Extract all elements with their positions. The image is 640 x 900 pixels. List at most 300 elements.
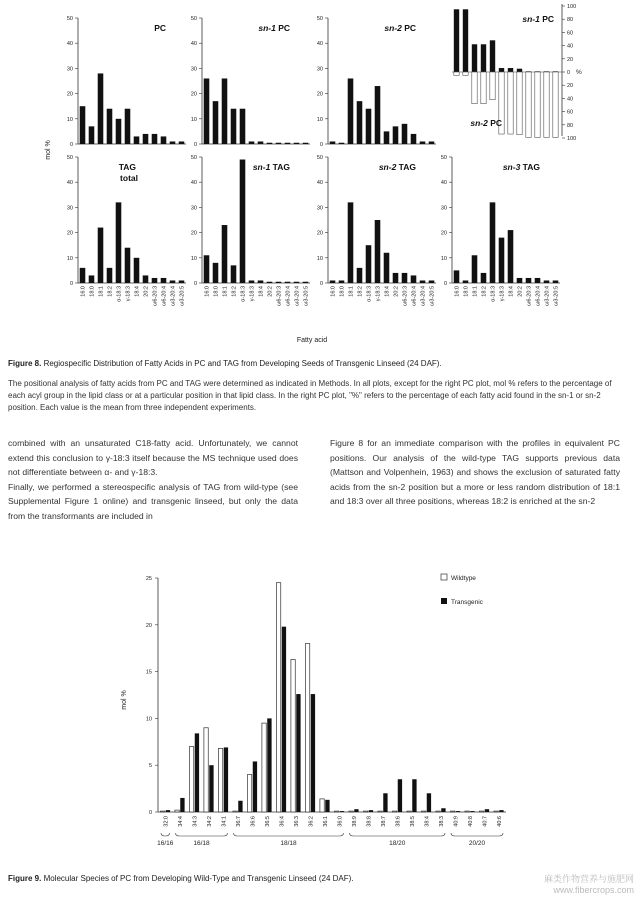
- bar: [125, 109, 131, 144]
- body-text-right: Figure 8 for an immediate comparison with the profiles in equivalent PC positions. Our analysis of the wild-type TAG supports previous data (Mattson and Volpenhein, 1963) and shows the exclusion of saturated fatty acids from the sn-2 position but a more or less random distribution of 18:1 and 18:3 over all three positions, whereas 18:2 is enriched at the sn-2: [330, 438, 620, 506]
- bar: [222, 225, 228, 283]
- group-label: 16/16: [157, 840, 174, 847]
- x-tick-label: α-18:3: [240, 286, 247, 302]
- bar-wildtype: [407, 811, 411, 812]
- y-tick-label: 40: [66, 41, 73, 48]
- y-tick-label: 10: [440, 255, 447, 262]
- x-tick-label: 38:6: [395, 816, 402, 827]
- x-tick-label: 36:1: [322, 816, 329, 827]
- y-tick-label: 50: [190, 16, 197, 22]
- bar: [143, 275, 149, 283]
- bar-sn1: [499, 68, 504, 72]
- watermark: 麻类作物营养与施肥网 www.fibercrops.com: [543, 874, 634, 895]
- bar-transgenic: [427, 793, 431, 812]
- bar: [170, 280, 176, 283]
- bar: [339, 280, 345, 283]
- bar: [258, 141, 264, 144]
- x-tick-label: 34:2: [206, 816, 213, 827]
- x-tick-label: 18:0: [213, 286, 220, 297]
- y-tick-label: 20: [190, 230, 197, 237]
- panel-title: sn-1 PC: [258, 23, 290, 33]
- y-unit-label: %: [576, 69, 582, 76]
- x-axis-title: Fatty acid: [296, 337, 328, 344]
- bar-sn2: [553, 72, 558, 137]
- bar: [179, 141, 185, 144]
- y-tick-label: 0: [193, 281, 197, 287]
- bar-wildtype: [305, 644, 309, 812]
- bar-wildtype: [421, 811, 425, 812]
- bar-wildtype: [204, 728, 208, 812]
- bar-wildtype: [465, 811, 469, 812]
- y-tick-label: 60: [567, 109, 574, 116]
- y-tick-label: 10: [145, 716, 152, 723]
- bar-transgenic: [441, 808, 445, 812]
- x-tick-label: γ-18:3: [375, 286, 382, 302]
- bar-transgenic: [485, 809, 489, 812]
- bar-transgenic: [238, 801, 242, 812]
- bar: [330, 280, 336, 283]
- bar: [303, 282, 309, 283]
- group-bracket: [451, 833, 503, 836]
- bar-sn2: [526, 72, 531, 137]
- y-tick-label: 40: [66, 180, 73, 187]
- bar-sn1: [508, 68, 513, 72]
- legend-swatch-wildtype: [441, 574, 447, 580]
- bar-sn2: [535, 72, 540, 137]
- bar: [402, 124, 408, 144]
- bar: [357, 101, 363, 144]
- x-tick-label: 34:3: [192, 816, 199, 827]
- y-tick-label: 0: [193, 142, 197, 148]
- bar: [258, 280, 264, 283]
- bar-sn2: [544, 72, 549, 137]
- bar: [348, 78, 354, 144]
- bar: [213, 263, 219, 283]
- bar: [152, 134, 158, 144]
- group-label: 18/20: [389, 840, 406, 847]
- x-tick-label: 38:9: [351, 816, 358, 827]
- figure-8-caption-title: Figure 8. Regiospecific Distribution of Fatty Acids in PC and TAG from Developing Seeds of Transgenic Linseed (24 DAF).: [8, 359, 442, 368]
- x-tick-label: 36:3: [293, 816, 300, 827]
- bar: [222, 78, 228, 144]
- bar: [116, 119, 122, 144]
- y-tick-label: 30: [316, 205, 323, 212]
- y-tick-label: 80: [567, 17, 574, 24]
- bar-transgenic: [253, 761, 257, 812]
- panel-title: TAG: [118, 162, 136, 172]
- bar: [402, 273, 408, 283]
- bar: [204, 78, 210, 144]
- bar-wildtype: [291, 659, 295, 812]
- x-tick-label: ω6-20:4: [161, 286, 168, 306]
- bar: [98, 73, 104, 144]
- group-bracket: [161, 833, 170, 836]
- bar-transgenic: [354, 809, 358, 812]
- x-tick-label: 18:2: [481, 286, 488, 297]
- legend-label-transgenic: Transgenic: [451, 599, 483, 606]
- figure-9: [0, 560, 640, 870]
- bar: [393, 273, 399, 283]
- x-tick-label: 18:2: [107, 286, 114, 297]
- x-tick-label: ω3-20:5: [429, 286, 436, 306]
- bar-wildtype: [479, 811, 483, 812]
- bar-sn1: [472, 44, 477, 72]
- bar: [526, 278, 532, 283]
- y-tick-label: 50: [316, 16, 323, 22]
- legend-swatch-transgenic: [441, 598, 447, 604]
- y-tick-label: 40: [567, 43, 574, 50]
- series-label-sn1: sn-1 PC: [522, 14, 554, 24]
- bar-wildtype: [276, 583, 280, 812]
- bar-wildtype: [334, 811, 338, 812]
- bar: [204, 255, 210, 283]
- group-label: 16/18: [193, 840, 210, 847]
- x-tick-label: α-18:3: [490, 286, 497, 302]
- x-tick-label: 36:7: [235, 816, 242, 827]
- bar: [490, 202, 496, 283]
- y-tick-label: 40: [316, 180, 323, 187]
- x-tick-label: 18:2: [231, 286, 238, 297]
- y-tick-label: 50: [190, 155, 197, 161]
- bar-wildtype: [494, 811, 498, 812]
- y-tick-label: 15: [145, 669, 152, 676]
- chart-figure-9: [121, 574, 506, 847]
- bar: [89, 126, 95, 144]
- bar: [330, 141, 336, 144]
- y-tick-label: 20: [567, 56, 574, 63]
- bar-transgenic: [369, 810, 373, 812]
- y-tick-label: 40: [316, 41, 323, 48]
- y-tick-label: 50: [66, 16, 73, 22]
- group-label: 20/20: [468, 840, 486, 847]
- y-axis-title: mol %: [121, 690, 128, 710]
- y-tick-label: 80: [567, 122, 574, 129]
- x-tick-label: 18:1: [472, 286, 479, 297]
- x-tick-label: 38:4: [424, 816, 431, 827]
- bar: [125, 248, 131, 283]
- panel-title: sn-3 TAG: [502, 162, 540, 172]
- bar-transgenic: [282, 627, 286, 812]
- bar: [161, 278, 167, 283]
- x-tick-label: 40:9: [453, 816, 460, 827]
- bar-transgenic: [311, 694, 315, 812]
- x-tick-label: α-18:3: [116, 286, 123, 302]
- bar: [420, 280, 426, 283]
- bar-transgenic: [166, 810, 170, 812]
- bar-wildtype: [363, 811, 367, 812]
- y-tick-label: 30: [190, 66, 197, 73]
- bar: [152, 278, 158, 283]
- bar-wildtype: [392, 811, 396, 812]
- x-tick-label: 16:0: [330, 286, 337, 297]
- chart-panel: [191, 16, 310, 148]
- x-tick-label: 34:4: [177, 816, 184, 827]
- bar-wildtype: [320, 799, 324, 812]
- x-tick-label: α-18:3: [366, 286, 373, 302]
- bar-wildtype: [262, 723, 266, 812]
- x-tick-label: 18:0: [463, 286, 470, 297]
- bar: [240, 160, 246, 283]
- bar-transgenic: [209, 765, 213, 812]
- bar-transgenic: [267, 718, 271, 812]
- x-tick-label: 18:4: [258, 286, 265, 297]
- y-tick-label: 30: [440, 205, 447, 212]
- y-tick-label: 0: [69, 281, 73, 287]
- bar: [366, 109, 372, 144]
- bar: [294, 282, 300, 283]
- y-tick-label: 10: [316, 255, 323, 262]
- bar: [249, 141, 255, 144]
- x-tick-label: 36:0: [337, 816, 344, 827]
- chart-panel: [317, 155, 436, 306]
- bar-transgenic: [456, 811, 460, 812]
- x-tick-label: ω6-20:3: [402, 286, 409, 306]
- bar: [454, 270, 460, 283]
- bar: [134, 136, 140, 144]
- x-tick-label: 18:0: [339, 286, 346, 297]
- legend-label-wildtype: Wildtype: [451, 575, 476, 582]
- chart-panel: [67, 155, 186, 306]
- y-tick-label: 20: [66, 230, 73, 237]
- x-tick-label: 36:5: [264, 816, 271, 827]
- bar: [179, 280, 185, 283]
- x-tick-label: ω6-20:3: [152, 286, 159, 306]
- x-tick-label: 32:0: [163, 816, 170, 827]
- bar: [107, 268, 113, 283]
- bar: [375, 86, 381, 144]
- group-bracket: [234, 833, 344, 836]
- bar: [420, 141, 426, 144]
- bar: [143, 134, 149, 144]
- bar-sn1: [454, 9, 459, 72]
- y-tick-label: 40: [567, 96, 574, 103]
- x-tick-label: 18:0: [89, 286, 96, 297]
- bar-sn2: [463, 72, 468, 75]
- bar-wildtype: [218, 748, 222, 812]
- x-tick-label: 18:4: [508, 286, 515, 297]
- y-tick-label: 0: [319, 142, 323, 148]
- x-tick-label: 20:2: [267, 286, 274, 297]
- bar: [80, 268, 86, 283]
- panel-title: sn-2 PC: [384, 23, 416, 33]
- x-tick-label: 38:3: [438, 816, 445, 827]
- bar: [375, 220, 381, 283]
- bar: [481, 273, 487, 283]
- x-tick-label: ω3-20:5: [179, 286, 186, 306]
- bar-sn1: [463, 9, 468, 72]
- bar: [276, 282, 282, 283]
- figure-9-caption: Figure 9. Molecular Species of PC from Developing Wild-Type and Transgenic Linseed (24 DAF).: [8, 874, 354, 883]
- bar: [384, 131, 390, 144]
- bar-wildtype: [378, 811, 382, 812]
- bar: [472, 255, 478, 283]
- x-tick-label: 16:0: [204, 286, 211, 297]
- bar: [80, 106, 86, 144]
- y-tick-label: 30: [316, 66, 323, 73]
- series-label-sn2: sn-2 PC: [470, 118, 502, 128]
- bar: [366, 245, 372, 283]
- bar: [213, 101, 219, 144]
- bar: [463, 280, 469, 283]
- y-tick-label: 10: [190, 116, 197, 123]
- x-tick-label: ω6-20:4: [535, 286, 542, 306]
- bar-transgenic: [180, 798, 184, 812]
- x-tick-label: ω3-20:4: [420, 286, 427, 306]
- x-tick-label: 40:7: [482, 816, 489, 827]
- bar-transgenic: [325, 800, 329, 812]
- figure-8-caption-text: The positional analysis of fatty acids from PC and TAG were determined as indicated in Methods. In all plots, except for the right PC plot, mol % refers to the percentage of each acyl group in the lipid class or at a particular position in that lipid class. In the right PC plot, "%" refers to the percentage of each fatty acid found in the sn-1 or sn-2 position. Each value is the mean from three independent experiments.: [8, 379, 612, 412]
- bar-wildtype: [189, 746, 193, 812]
- body-text-left: combined with an unsaturated C18-fatty acid. Unfortunately, we cannot extend this conclusion to γ-18:3 itself because the MS technique used does not differentiate between α- and γ-18:3. Finally, we performed a stereospecific analysis of TAG from wild-type (see Supplemental Figure 1 online) and transgenic linseed, but only the data from the transformants are included in: [8, 438, 298, 521]
- bar: [429, 280, 435, 283]
- x-tick-label: 40:6: [496, 816, 503, 827]
- bar: [535, 278, 541, 283]
- x-tick-label: 18:1: [222, 286, 229, 297]
- x-tick-label: ω3-20:4: [170, 286, 177, 306]
- bar-sn2: [472, 72, 477, 104]
- y-tick-label: 40: [190, 180, 197, 187]
- y-tick-label: 0: [69, 142, 73, 148]
- y-tick-label: 40: [190, 41, 197, 48]
- y-tick-label: 20: [66, 91, 73, 98]
- bar: [517, 278, 523, 283]
- y-tick-label: 10: [190, 255, 197, 262]
- bar: [285, 282, 291, 283]
- chart-panel: [67, 16, 186, 148]
- panel-title: PC: [154, 23, 166, 33]
- y-tick-label: 30: [66, 66, 73, 73]
- bar: [98, 228, 104, 283]
- x-tick-label: γ-18:3: [125, 286, 132, 302]
- x-tick-label: 18:2: [357, 286, 364, 297]
- x-tick-label: ω6-20:3: [526, 286, 533, 306]
- x-tick-label: γ-18:3: [499, 286, 506, 302]
- bar-sn1: [517, 69, 522, 72]
- y-tick-label: 20: [316, 230, 323, 237]
- bar-transgenic: [340, 811, 344, 812]
- bar-wildtype: [160, 811, 164, 812]
- y-tick-label: 25: [145, 576, 152, 582]
- x-tick-label: ω3-20:4: [544, 286, 551, 306]
- y-tick-label: 20: [145, 622, 152, 629]
- y-tick-label: 0: [567, 70, 571, 76]
- y-tick-label: 20: [316, 91, 323, 98]
- y-tick-label: 10: [66, 255, 73, 262]
- x-tick-label: 34:1: [221, 816, 228, 827]
- y-tick-label: 60: [567, 30, 574, 37]
- bar-transgenic: [296, 694, 300, 812]
- bar: [508, 230, 514, 283]
- bar: [384, 253, 390, 283]
- bar-transgenic: [499, 810, 503, 812]
- x-tick-label: 18:1: [98, 286, 105, 297]
- y-tick-label: 0: [148, 810, 152, 816]
- x-tick-label: 36:6: [250, 816, 257, 827]
- bar-transgenic: [470, 811, 474, 812]
- x-tick-label: 20:2: [393, 286, 400, 297]
- bar-sn2: [517, 72, 522, 135]
- y-tick-label: 50: [316, 155, 323, 161]
- bar: [267, 143, 273, 144]
- y-tick-label: 100: [567, 136, 577, 142]
- bar: [544, 280, 550, 283]
- group-bracket: [350, 833, 446, 836]
- x-tick-label: 38:7: [380, 816, 387, 827]
- bar-transgenic: [398, 779, 402, 812]
- x-tick-label: γ-18:3: [249, 286, 256, 302]
- bar: [499, 238, 505, 283]
- bar-wildtype: [175, 810, 179, 812]
- bar-transgenic: [195, 733, 199, 812]
- x-tick-label: ω6-20:3: [276, 286, 283, 306]
- bar: [276, 143, 282, 144]
- figure-8: [0, 0, 640, 350]
- bar: [348, 202, 354, 283]
- x-tick-label: 20:2: [517, 286, 524, 297]
- bar: [429, 141, 435, 144]
- x-tick-label: 38:8: [366, 816, 373, 827]
- group-bracket: [176, 833, 228, 836]
- bar-sn2: [481, 72, 486, 104]
- bar-transgenic: [224, 747, 228, 812]
- x-tick-label: ω3-20:5: [553, 286, 560, 306]
- bar: [231, 109, 237, 144]
- bar: [170, 141, 176, 144]
- bar: [134, 258, 140, 283]
- bar-sn2: [490, 72, 495, 100]
- y-tick-label: 20: [567, 83, 574, 90]
- x-tick-label: 40:8: [467, 816, 474, 827]
- bar-wildtype: [233, 811, 237, 812]
- x-tick-label: 18:4: [384, 286, 391, 297]
- bar-wildtype: [436, 811, 440, 812]
- bar: [285, 143, 291, 144]
- x-tick-label: ω3-20:4: [294, 286, 301, 306]
- x-tick-label: ω3-20:5: [303, 286, 310, 306]
- y-tick-label: 0: [319, 281, 323, 287]
- y-tick-label: 50: [440, 155, 447, 161]
- x-tick-label: 16:0: [454, 286, 461, 297]
- bar: [107, 109, 113, 144]
- panel-title: sn-2 TAG: [378, 162, 416, 172]
- bar-sn1: [481, 44, 486, 72]
- bar: [89, 275, 95, 283]
- x-tick-label: 38:5: [409, 816, 416, 827]
- bar: [267, 282, 273, 283]
- bar-wildtype: [349, 811, 353, 812]
- x-tick-label: ω6-20:4: [411, 286, 418, 306]
- panel-title: sn-1 TAG: [252, 162, 290, 172]
- bar: [294, 143, 300, 144]
- bar: [393, 126, 399, 144]
- y-tick-label: 10: [66, 116, 73, 123]
- x-tick-label: 20:2: [143, 286, 150, 297]
- y-tick-label: 20: [190, 91, 197, 98]
- bar-transgenic: [383, 793, 387, 812]
- chart-panel: [441, 155, 560, 306]
- y-tick-label: 0: [443, 281, 447, 287]
- chart-panel-right-pc: [452, 4, 582, 142]
- chart-panel: [317, 16, 436, 148]
- y-tick-label: 5: [148, 763, 152, 770]
- x-tick-label: 18:4: [134, 286, 141, 297]
- x-tick-label: 18:1: [348, 286, 355, 297]
- bar: [240, 109, 246, 144]
- bar: [249, 280, 255, 283]
- bar: [303, 143, 309, 144]
- bar: [411, 275, 417, 283]
- bar: [231, 265, 237, 283]
